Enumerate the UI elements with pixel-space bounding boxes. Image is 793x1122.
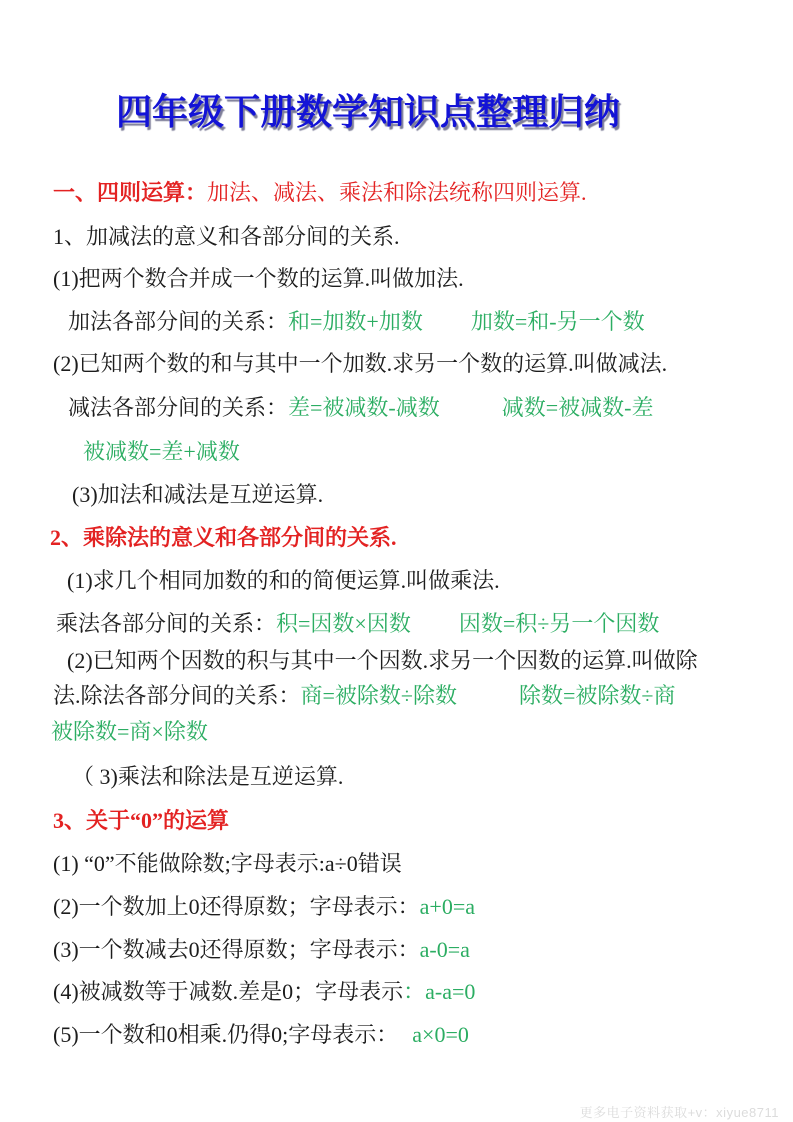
s3-rule4-equal-minuend [53, 979, 475, 1004]
s2-multiplication-relation [56, 611, 659, 636]
s3-rule3-subtract-zero [53, 937, 470, 962]
s1-addition-definition: (1)把两个数合并成一个数的运算.叫做加法. [53, 266, 464, 291]
multiplication-relation-label: 乘法各部分间的关系： [56, 611, 277, 636]
watermark: 更多电子资料获取+v：xiyue8711 [579, 1105, 779, 1120]
addition-formula-2: 加数=和-另一个数 [470, 309, 645, 334]
addition-relation-label: 加法各部分间的关系： [68, 309, 289, 334]
section1-heading-text: 加法、减法、乘法和除法统称四则运算. [207, 180, 587, 205]
multiplication-formula-1: 积=因数×因数 [276, 611, 411, 636]
subtraction-formula-1: 差=被减数-减数 [288, 395, 440, 420]
division-formula-2: 除数=被除数÷商 [519, 683, 676, 708]
rule5-formula: a×0=0 [412, 1022, 469, 1047]
rule5-label: (5)一个数和0相乘.仍得0;字母表示： [53, 1022, 399, 1047]
s1-point1: 1、加减法的意义和各部分间的关系. [53, 224, 400, 249]
s1-subtraction-relation [68, 395, 653, 420]
multiplication-formula-2: 因数=积÷另一个因数 [458, 611, 660, 636]
division-formula-3: 被除数=商×除数 [51, 719, 208, 744]
subtraction-formula-2: 减数=被减数-差 [501, 395, 654, 420]
rule3-formula: a-0=a [419, 937, 470, 962]
addition-formula-1: 和=加数+加数 [288, 309, 423, 334]
rule3-label: (3)一个数减去0还得原数；字母表示： [53, 937, 420, 962]
division-relation-label: 法.除法各部分间的关系： [53, 683, 301, 708]
section1-heading [53, 180, 587, 205]
subtraction-formula-3: 被减数=差+减数 [83, 439, 240, 464]
section2-heading: 2、乘除法的意义和各部分间的关系. [50, 525, 397, 550]
section1-heading-number: 一、四则运算： [53, 180, 208, 205]
s3-rule2-add-zero [53, 894, 475, 919]
page-title: 四年级下册数学知识点整理归纳 [116, 91, 621, 132]
s2-division-definition-line1: (2)已知两个因数的积与其中一个因数.求另一个因数的运算.叫做除 [67, 648, 698, 673]
division-formula-1: 商=被除数÷除数 [300, 683, 457, 708]
section3-heading: 3、关于“0”的运算 [53, 808, 230, 833]
rule4-formula: ：a-a=0 [403, 979, 476, 1004]
s2-division-relation [53, 683, 675, 708]
s3-rule5-multiply-zero [53, 1022, 469, 1047]
rule2-formula: a+0=a [419, 894, 475, 919]
s3-rule1-zero-divisor: (1) “0”不能做除数;字母表示:a÷0错误 [53, 851, 402, 876]
s1-subtraction-definition: (2)已知两个数的和与其中一个加数.求另一个数的运算.叫做减法. [53, 351, 668, 376]
s2-inverse-note: （ 3)乘法和除法是互逆运算. [72, 764, 344, 789]
subtraction-relation-label: 减法各部分间的关系： [68, 395, 289, 420]
rule2-label: (2)一个数加上0还得原数；字母表示： [53, 894, 420, 919]
s1-addition-relation [68, 309, 645, 334]
rule4-label: (4)被减数等于减数.差是0；字母表示 [53, 979, 404, 1004]
s2-multiplication-definition: (1)求几个相同加数的和的简便运算.叫做乘法. [67, 568, 500, 593]
s1-inverse-note: (3)加法和减法是互逆运算. [72, 482, 324, 507]
